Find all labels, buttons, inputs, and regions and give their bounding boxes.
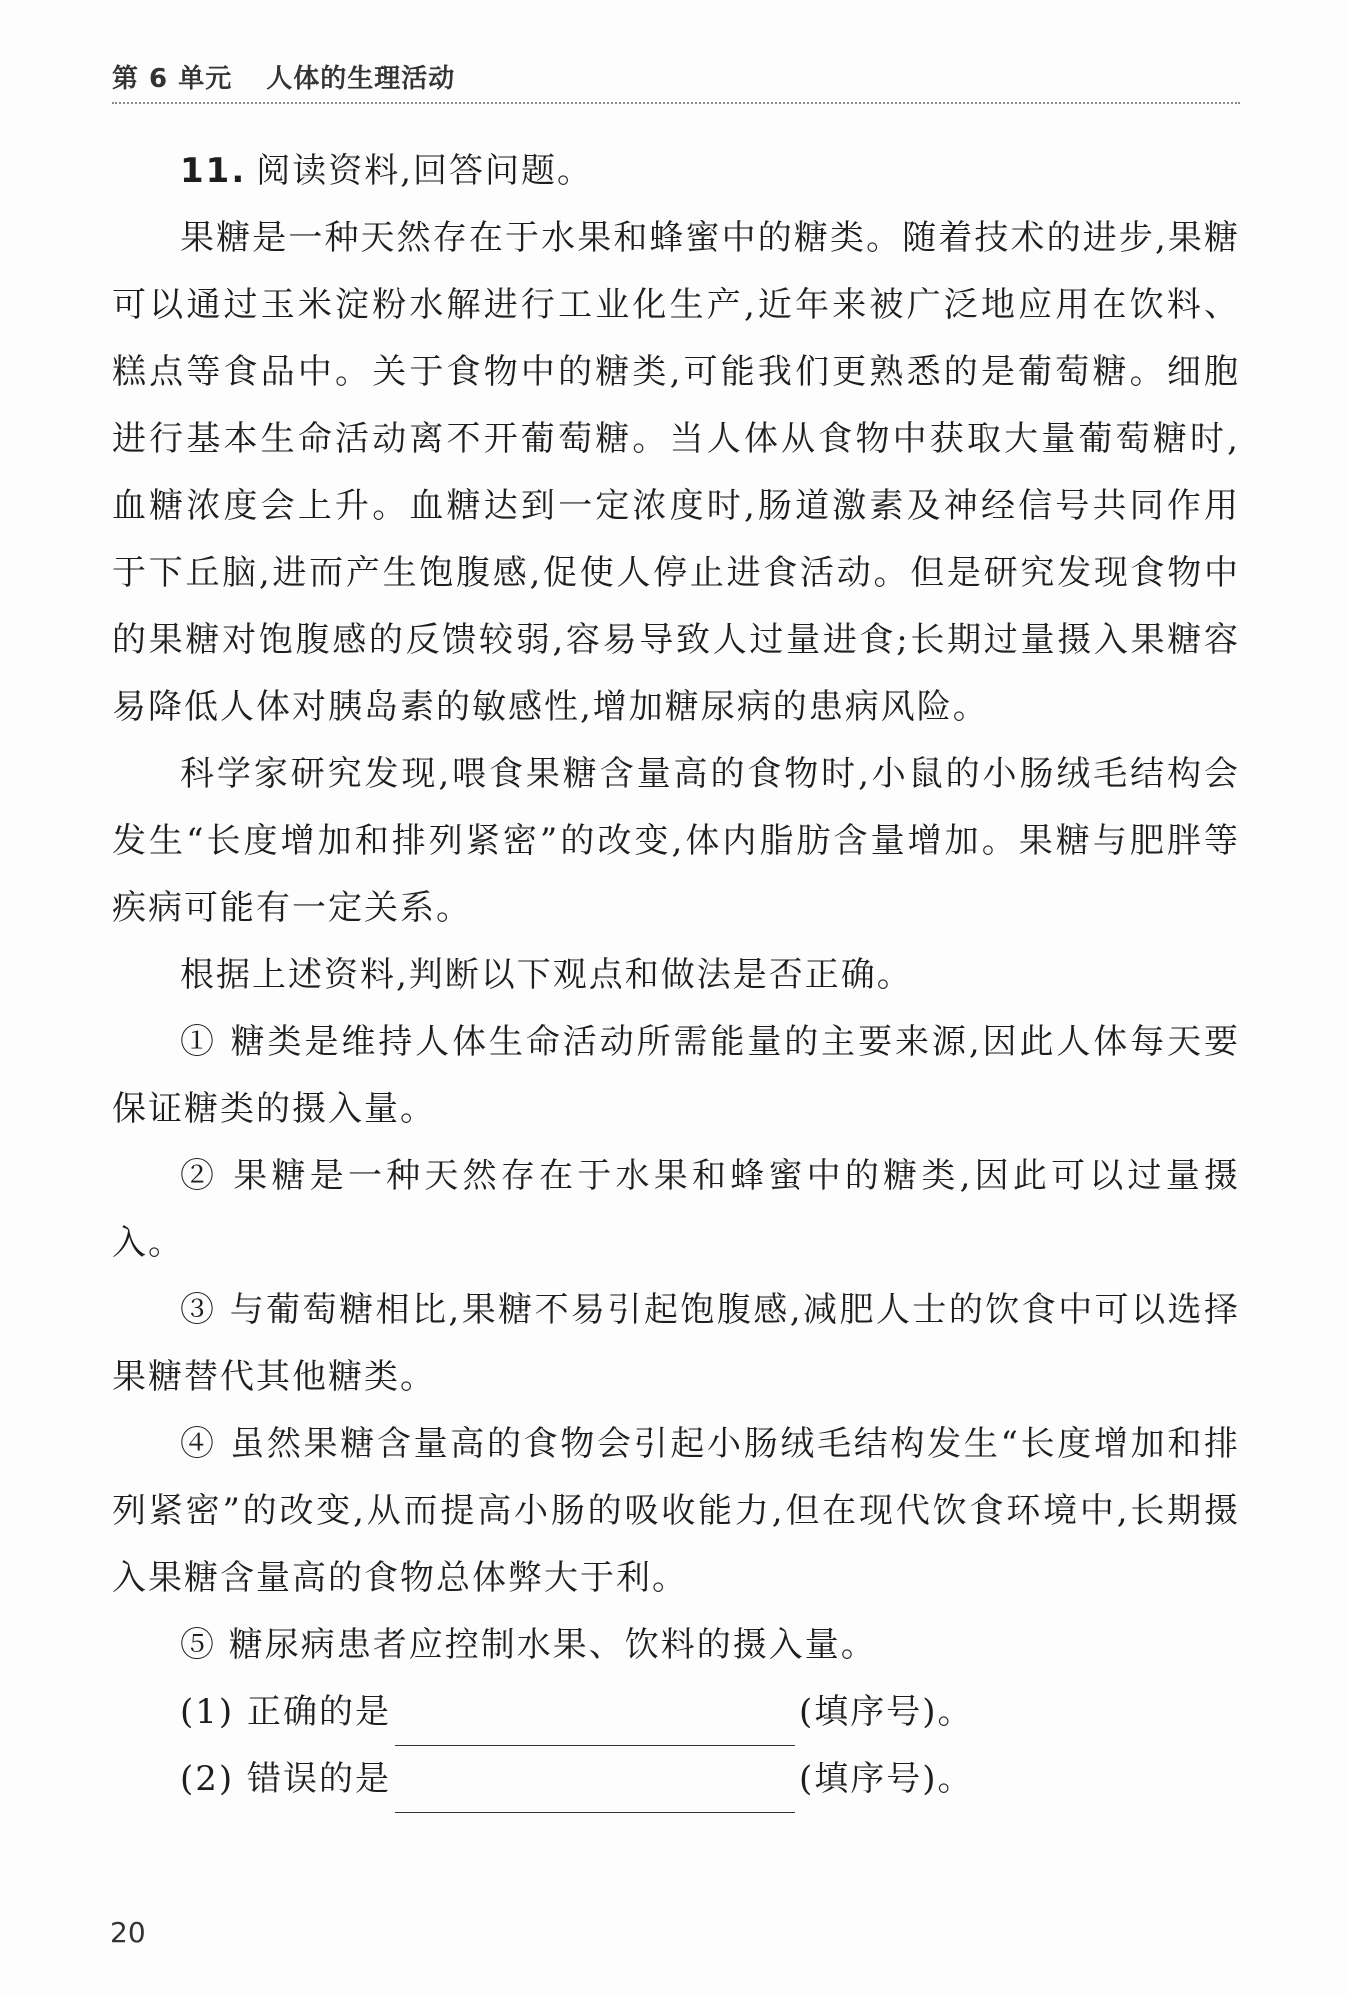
statement-item: ② 果糖是一种天然存在于水果和蜂蜜中的糖类,因此可以过量摄入。 [112, 1156, 1240, 1263]
question-number: 11. [180, 151, 247, 191]
page-number: 20 [110, 1916, 146, 1949]
question-prompt-text: 阅读资料,回答问题。 [256, 151, 594, 191]
question-prompt [112, 138, 1240, 205]
answer-row-correct [112, 1679, 1240, 1746]
statement-item: ③ 与葡萄糖相比,果糖不易引起饱腹感,减肥人士的饮食中可以选择果糖替代其他糖类。 [112, 1290, 1240, 1397]
answer-row-wrong [112, 1746, 1240, 1813]
page-header [112, 58, 1240, 104]
statement-item: ① 糖类是维持人体生命活动所需能量的主要来源,因此人体每天要保证糖类的摄入量。 [112, 1022, 1240, 1129]
unit-label: 第 6 单元 [112, 64, 233, 94]
unit-title: 人体的生理活动 [266, 64, 456, 94]
material-paragraph: 果糖是一种天然存在于水果和蜂蜜中的糖类。随着技术的进步,果糖可以通过玉米淀粉水解进行工业化生产,近年来被广泛地应用在饮料、糕点等食品中。关于食物中的糖类,可能我们更熟悉的是葡萄糖。细胞进行基本生命活动离不开葡萄糖。当人体从食物中获取大量葡萄糖时,血糖浓度会上升。血糖达到一定浓度时,肠道激素及神经信号共同作用于下丘脑,进而产生饱腹感,促使人停止进食活动。但是研究发现食物中的果糖对饱腹感的反馈较弱,容易导致人过量进食;长期过量摄入果糖容易降低人体对胰岛素的敏感性,增加糖尿病的患病风险。 [112, 218, 1240, 727]
answer-blank-correct[interactable] [395, 1701, 795, 1746]
answer-suffix: (填序号)。 [798, 1759, 974, 1799]
question-content [112, 138, 1240, 1813]
answer-blank-wrong[interactable] [395, 1768, 795, 1813]
answer-label: (1) 正确的是 [180, 1692, 391, 1732]
material-paragraph: 科学家研究发现,喂食果糖含量高的食物时,小鼠的小肠绒毛结构会发生“长度增加和排列紧密”的改变,体内脂肪含量增加。果糖与肥胖等疾病可能有一定关系。 [112, 754, 1240, 928]
statement-item: ④ 虽然果糖含量高的食物会引起小肠绒毛结构发生“长度增加和排列紧密”的改变,从而提高小肠的吸收能力,但在现代饮食环境中,长期摄入果糖含量高的食物总体弊大于利。 [112, 1424, 1240, 1598]
answer-label: (2) 错误的是 [180, 1759, 391, 1799]
statement-item: ⑤ 糖尿病患者应控制水果、饮料的摄入量。 [180, 1625, 877, 1665]
answer-suffix: (填序号)。 [798, 1692, 974, 1732]
instruction-paragraph: 根据上述资料,判断以下观点和做法是否正确。 [180, 955, 913, 995]
